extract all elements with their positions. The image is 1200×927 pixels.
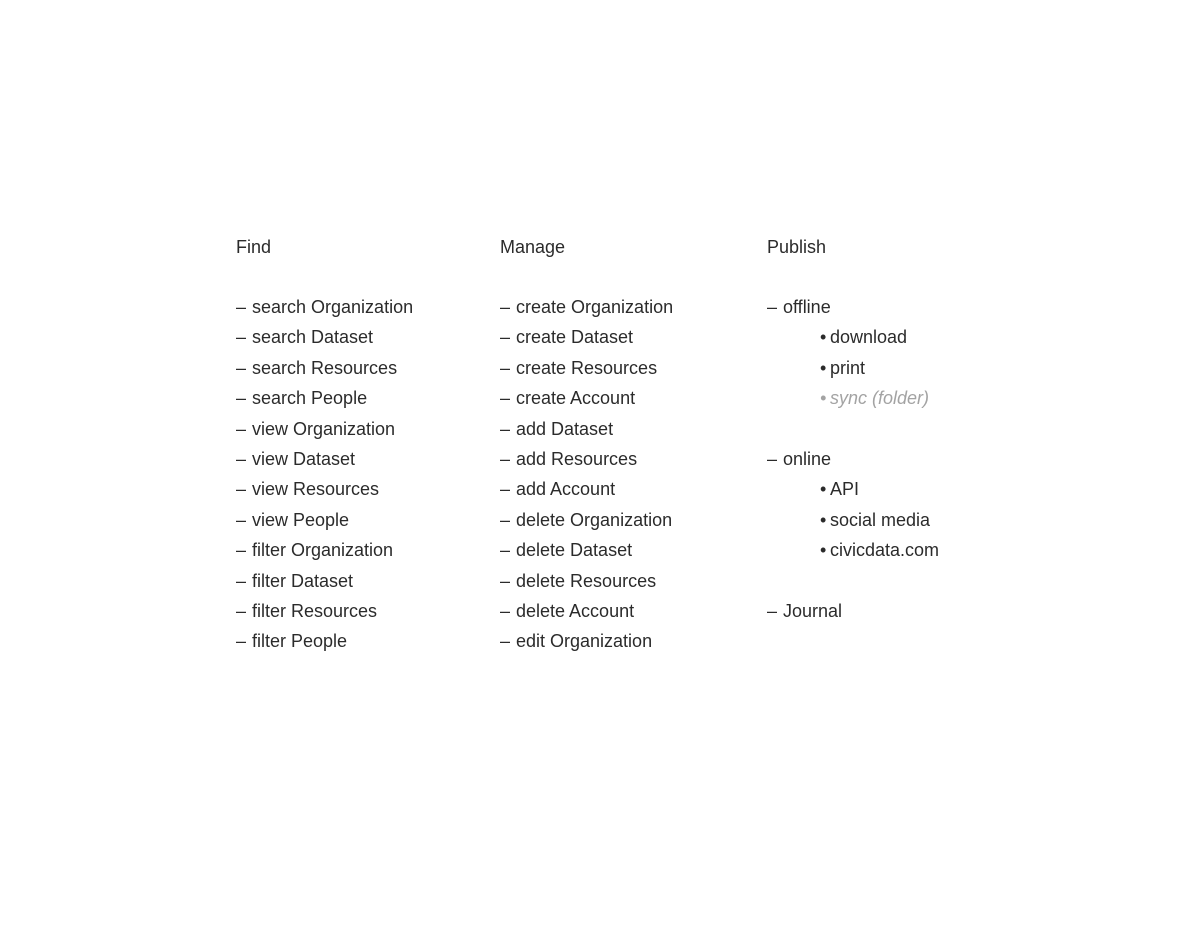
find-item-label: view People bbox=[252, 509, 350, 530]
publish-group-label: Journal bbox=[783, 600, 843, 621]
find-item-label: filter Resources bbox=[252, 600, 378, 621]
publish-subitem-label: print bbox=[830, 357, 866, 378]
dash-glyph: – bbox=[500, 631, 511, 652]
find-item-label: filter Dataset bbox=[252, 570, 354, 591]
publish-subitem bbox=[767, 353, 939, 383]
dash-glyph: – bbox=[500, 418, 511, 439]
find-item-label: view Resources bbox=[252, 479, 380, 500]
dash-glyph: – bbox=[767, 600, 778, 621]
publish-group-journal bbox=[767, 596, 939, 626]
publish-subitem-label: sync (folder) bbox=[830, 388, 930, 409]
publish-heading: Publish bbox=[767, 237, 827, 257]
publish-subitem bbox=[767, 505, 939, 535]
find-item bbox=[236, 353, 413, 383]
manage-item-label: create Dataset bbox=[516, 327, 634, 348]
find-heading: Find bbox=[236, 237, 272, 257]
bullet-glyph: • bbox=[820, 509, 827, 530]
dash-glyph: – bbox=[236, 448, 247, 469]
find-item bbox=[236, 596, 413, 626]
find-item bbox=[236, 626, 413, 656]
find-item-label: search Organization bbox=[252, 297, 414, 317]
manage-item-label: delete Organization bbox=[516, 509, 673, 530]
find-item-label: filter Organization bbox=[252, 540, 394, 561]
manage-item bbox=[500, 383, 673, 413]
dash-glyph: – bbox=[236, 509, 247, 530]
dash-glyph: – bbox=[500, 327, 511, 348]
publish-group-online bbox=[767, 444, 939, 474]
dash-glyph: – bbox=[236, 570, 247, 591]
bullet-glyph: • bbox=[820, 388, 827, 409]
dash-glyph: – bbox=[500, 540, 511, 561]
publish-group-offline bbox=[767, 292, 939, 322]
bullet-glyph: • bbox=[820, 327, 827, 348]
manage-item-label: add Resources bbox=[516, 448, 638, 469]
manage-item-label: create Organization bbox=[516, 297, 674, 317]
manage-item bbox=[500, 626, 673, 656]
manage-column bbox=[500, 232, 673, 657]
find-item bbox=[236, 566, 413, 596]
manage-item bbox=[500, 566, 673, 596]
dash-glyph: – bbox=[500, 297, 511, 317]
dash-glyph: – bbox=[500, 570, 511, 591]
dash-glyph: – bbox=[500, 448, 511, 469]
dash-glyph: – bbox=[236, 600, 247, 621]
spacer bbox=[767, 566, 939, 596]
dash-glyph: – bbox=[767, 448, 778, 469]
dash-glyph: – bbox=[236, 418, 247, 439]
manage-item-label: delete Account bbox=[516, 600, 635, 621]
dash-glyph: – bbox=[500, 600, 511, 621]
manage-item bbox=[500, 322, 673, 352]
find-item-label: search Dataset bbox=[252, 327, 374, 348]
manage-item bbox=[500, 474, 673, 504]
publish-subitem-label: download bbox=[830, 327, 908, 348]
find-item bbox=[236, 535, 413, 565]
manage-item bbox=[500, 292, 673, 322]
bullet-glyph: • bbox=[820, 479, 827, 500]
publish-column bbox=[767, 232, 939, 626]
manage-item-label: add Account bbox=[516, 479, 616, 500]
dash-glyph: – bbox=[236, 479, 247, 500]
publish-group-label: online bbox=[783, 448, 832, 469]
find-item-label: search People bbox=[252, 388, 368, 409]
dash-glyph: – bbox=[767, 297, 778, 317]
bullet-glyph: • bbox=[820, 357, 827, 378]
find-item-label: filter People bbox=[252, 631, 348, 652]
manage-item bbox=[500, 414, 673, 444]
dash-glyph: – bbox=[236, 327, 247, 348]
manage-item-label: create Resources bbox=[516, 357, 658, 378]
dash-glyph: – bbox=[500, 509, 511, 530]
dash-glyph: – bbox=[236, 297, 247, 317]
dash-glyph: – bbox=[236, 357, 247, 378]
publish-subitem-label: API bbox=[830, 479, 860, 500]
manage-item-label: create Account bbox=[516, 388, 636, 409]
manage-item bbox=[500, 353, 673, 383]
spacer bbox=[767, 414, 939, 444]
manage-item bbox=[500, 505, 673, 535]
manage-item bbox=[500, 535, 673, 565]
manage-heading: Manage bbox=[500, 237, 566, 257]
manage-item bbox=[500, 444, 673, 474]
find-column bbox=[236, 232, 413, 657]
find-item bbox=[236, 444, 413, 474]
find-item bbox=[236, 383, 413, 413]
dash-glyph: – bbox=[236, 388, 247, 409]
publish-group-label: offline bbox=[783, 297, 831, 317]
bullet-glyph: • bbox=[820, 540, 827, 561]
find-item-label: view Dataset bbox=[252, 448, 356, 469]
publish-subitem bbox=[767, 535, 939, 565]
dash-glyph: – bbox=[500, 357, 511, 378]
manage-item bbox=[500, 596, 673, 626]
find-item bbox=[236, 292, 413, 322]
publish-subitem bbox=[767, 322, 939, 352]
manage-item-label: delete Resources bbox=[516, 570, 657, 591]
find-item-label: search Resources bbox=[252, 357, 398, 378]
publish-subitem bbox=[767, 474, 939, 504]
dash-glyph: – bbox=[236, 540, 247, 561]
find-item bbox=[236, 474, 413, 504]
manage-item-label: add Dataset bbox=[516, 418, 614, 439]
dash-glyph: – bbox=[500, 479, 511, 500]
dash-glyph: – bbox=[236, 631, 247, 652]
publish-subitem-label: civicdata.com bbox=[830, 540, 940, 561]
publish-subitem-disabled bbox=[767, 383, 939, 413]
find-item bbox=[236, 505, 413, 535]
manage-item-label: edit Organization bbox=[516, 631, 653, 652]
find-item bbox=[236, 414, 413, 444]
manage-item-label: delete Dataset bbox=[516, 540, 633, 561]
dash-glyph: – bbox=[500, 388, 511, 409]
find-item-label: view Organization bbox=[252, 418, 396, 439]
find-item bbox=[236, 322, 413, 352]
publish-subitem-label: social media bbox=[830, 509, 931, 530]
